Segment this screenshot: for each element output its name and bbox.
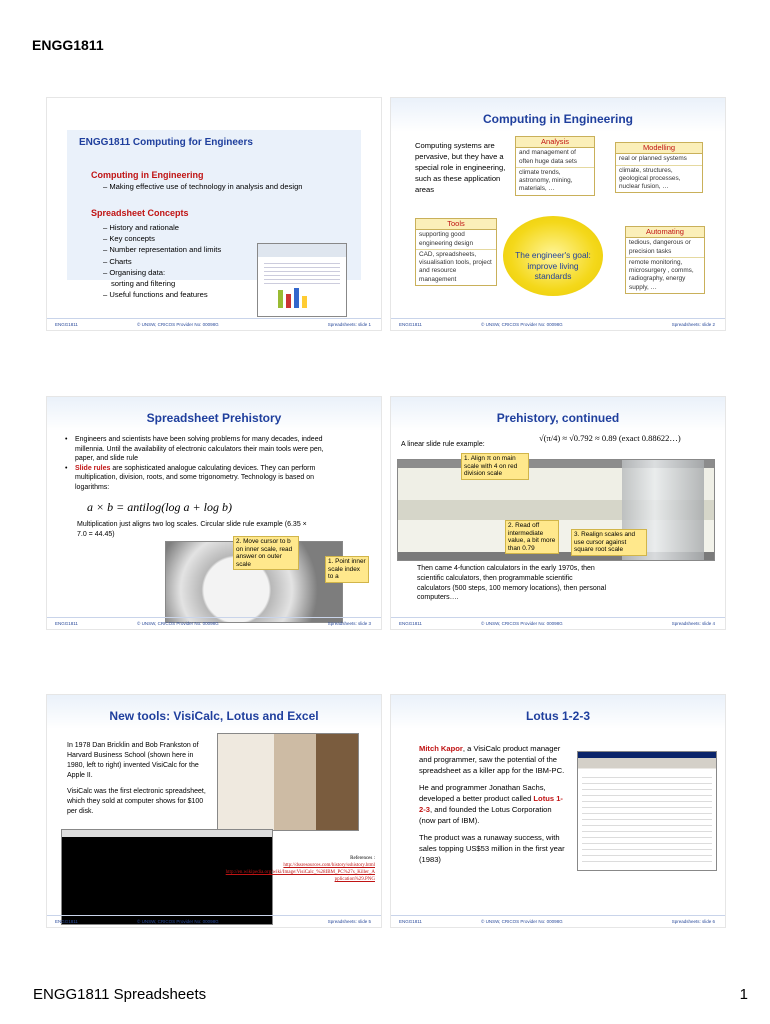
formula: a × b = antilog(log a + log b) (87, 500, 232, 514)
slide-1-heading-2: Spreadsheet Concepts (91, 208, 189, 218)
slide-2 (390, 97, 726, 331)
slide-4-label: A linear slide rule example: (401, 441, 485, 448)
slide-5-title: New tools: VisiCalc, Lotus and Excel (109, 709, 319, 723)
list-item: – Organising data: (103, 267, 166, 277)
spreadsheet-thumbnail (257, 243, 347, 317)
slide-footer: ENGG1811 © UNSW, CRICOS Provider No: 00098G Spreadsheets: slide 5 (47, 915, 381, 927)
list-item: – Charts (103, 256, 132, 266)
callout-2: 2. Read off intermediate value, a bit more than 0.79 (505, 520, 559, 554)
references: References : http://dssresources.com/history/sshistory.html http://en.wikipedia.org/wiki/Image:VisiCalc_%28IBM_PC%27s_Killer_Application%29.PNG (225, 856, 375, 882)
slide-4 (390, 396, 726, 630)
reference-link-1[interactable]: http://dssresources.com/history/sshistory.html (283, 863, 375, 868)
list-item: – History and rationale (103, 223, 179, 232)
page-number: 1 (739, 986, 748, 1003)
callout-3: 3. Realign scales and use cursor against square root scale (571, 529, 647, 556)
founders-photo (217, 733, 359, 831)
slide-1-list (103, 222, 221, 300)
analysis-box: Analysis and management of often huge data sets climate trends, astronomy, mining, materials, … (515, 136, 595, 196)
slide-5-text-2: VisiCalc was the first electronic spreadsheet, which they sold at computer shows for $100 per disk. (67, 788, 206, 815)
slide-2-title: Computing in Engineering (483, 112, 633, 126)
page-header: ENGG1811 (32, 37, 104, 53)
slide-5-text-1: In 1978 Dan Bricklin and Bob Frankston of Harvard Business School (shown here in 1980, left to right) invented VisiCalc for the Apple II. (67, 742, 199, 779)
slide-3-bullets: • Engineers and scientists have been solving problems for many decades, indeed millennia. Until the availability of electronic calculators their main tools were pen, paper, and slide rule • Slide rules are sophisticated analogue calculating devices. They can perform multiplication, division, roots, and some trigonometry. Technology is based on logarithms: (65, 436, 324, 491)
slide-1 (46, 97, 382, 331)
slide-6 (390, 694, 726, 928)
slide-4-title: Prehistory, continued (496, 411, 620, 425)
slide-1-title: ENGG1811 Computing for Engineers (79, 137, 253, 148)
slide-footer: ENGG1811 © UNSW, CRICOS Provider No: 00098G Spreadsheets: slide 1 (47, 318, 381, 330)
tools-box: Tools supporting good engineering design CAD, spreadsheets, visualisation tools, project and resource management (415, 218, 497, 286)
reference-link-2[interactable]: http://en.wikipedia.org/wiki/Image:VisiCalc_%28IBM_PC%27s_Killer_Application%29.PNG (225, 870, 375, 882)
list-item: – Number representation and limits (103, 245, 222, 255)
slide-footer: ENGG1811 © UNSW, CRICOS Provider No: 00098G Spreadsheets: slide 2 (391, 318, 725, 330)
slide-3 (46, 396, 382, 630)
slide-6-text: Mitch Kapor, a VisiCalc product manager and programmer, saw the potential of the spreadsheet as a killer app for the IBM-PC. He and programmer Jonathan Sachs, developed a better product called Lotus 1-2-3, and founded the Lotus Corporation (now part of IBM). The product was a runaway success, with sales topping US$53 million in the first year (1983) (419, 744, 565, 864)
slide-footer: ENGG1811 © UNSW, CRICOS Provider No: 00098G Spreadsheets: slide 3 (47, 617, 381, 629)
modelling-box: Modelling real or planned systems climate, structures, geological processes, nuclear fusion, … (615, 142, 703, 193)
callout-2: 2. Move cursor to b on inner scale, read answer on outer scale (233, 536, 299, 570)
slide-1-bullet: – Making effective use of technology in analysis and design (103, 182, 303, 191)
callout-1: 1. Align π on main scale with 4 on red division scale (461, 453, 529, 480)
slide-4-formula: √(π/4) ≈ √0.792 ≈ 0.89 (exact 0.88622…) (539, 433, 681, 443)
slide-3-example: Multiplication just aligns two log scales. Circular slide rule example (6.35 × 7.0 = 44.45) (77, 521, 307, 538)
list-item: – Useful functions and features (103, 290, 208, 300)
slide-4-text: Then came 4-function calculators in the early 1970s, then scientific calculators, then programmable scientific calculators (500 steps, 100 memory locations), then personal computers…. (417, 565, 607, 602)
slide-6-title: Lotus 1-2-3 (525, 709, 590, 723)
list-item: sorting and filtering (111, 279, 176, 289)
goal-text: The engineer's goal: improve living standards (515, 250, 591, 281)
automating-box: Automating tedious, dangerous or precision tasks remote monitoring, microsurgery , comms, radiography, energy supply, … (625, 226, 705, 294)
slide-2-intro: Computing systems are pervasive, but they have a special role in engineering, such as these application areas (415, 141, 506, 194)
lotus-screenshot (577, 751, 717, 871)
callout-1: 1. Point inner scale index to a (325, 556, 369, 583)
list-item: – Key concepts (103, 234, 155, 244)
slide-1-heading-1: Computing in Engineering (91, 170, 204, 180)
slide-3-title: Spreadsheet Prehistory (146, 411, 282, 425)
slide-5 (46, 694, 382, 928)
slide-footer: ENGG1811 © UNSW, CRICOS Provider No: 00098G Spreadsheets: slide 6 (391, 915, 725, 927)
slide-footer: ENGG1811 © UNSW, CRICOS Provider No: 00098G Spreadsheets: slide 4 (391, 617, 725, 629)
page-footer: ENGG1811 Spreadsheets (33, 986, 207, 1003)
